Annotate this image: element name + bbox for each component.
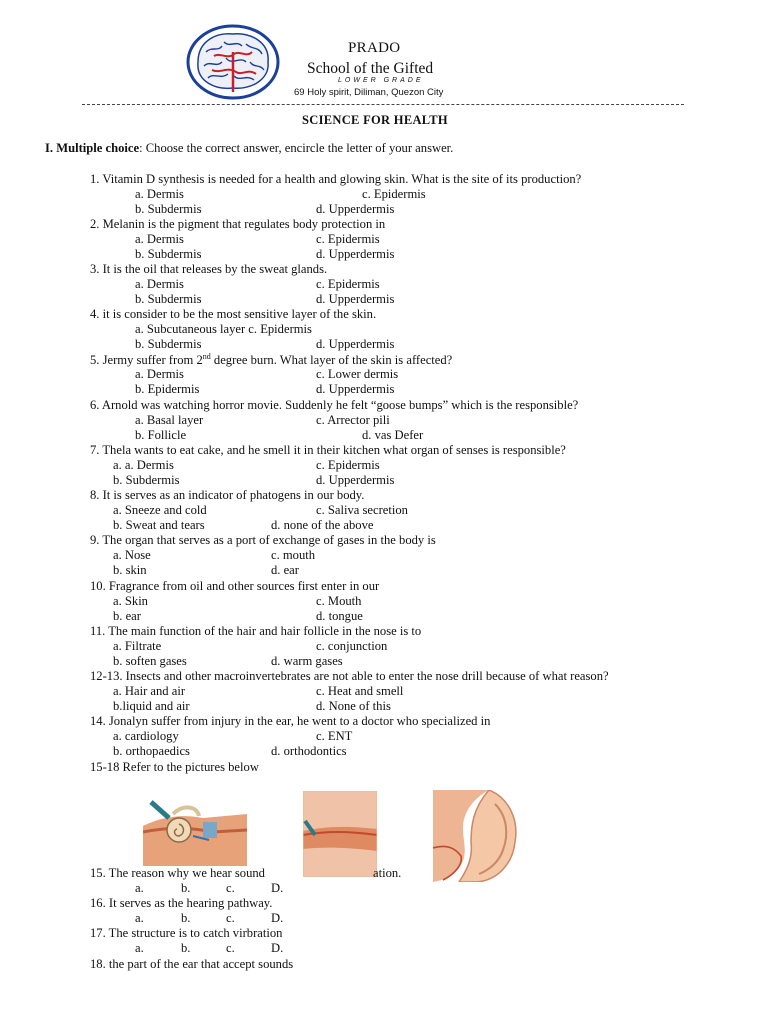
inner-ear-picture bbox=[143, 796, 247, 866]
option-12d[interactable]: d. None of this bbox=[316, 699, 391, 713]
question-5-pre: 5. Jermy suffer from 2 bbox=[90, 353, 203, 368]
question-12-13: 12-13. Insects and other macroinvertebrates are not able to enter the nose drill because of what reason? bbox=[90, 669, 609, 683]
option-16c[interactable]: c. bbox=[226, 911, 235, 925]
question-10: 10. Fragrance from oil and other sources first enter in our bbox=[90, 579, 380, 593]
question-17: 17. The structure is to catch virbration bbox=[90, 926, 283, 940]
option-14c[interactable]: c. ENT bbox=[316, 729, 353, 743]
option-3a[interactable]: a. Dermis bbox=[135, 277, 184, 291]
question-5-post: degree burn. What layer of the skin is affected? bbox=[210, 353, 453, 368]
question-5-sup: nd bbox=[202, 352, 211, 361]
question-6: 6. Arnold was watching horror movie. Suddenly he felt “goose bumps” which is the responsible? bbox=[90, 398, 579, 412]
option-10c[interactable]: c. Mouth bbox=[316, 594, 362, 608]
option-6c[interactable]: c. Arrector pili bbox=[316, 413, 390, 427]
option-7b[interactable]: b. Subdermis bbox=[113, 473, 180, 487]
question-11: 11. The main function of the hair and hair follicle in the nose is to bbox=[90, 624, 422, 638]
option-5d[interactable]: d. Upperdermis bbox=[316, 382, 395, 396]
option-1b[interactable]: b. Subdermis bbox=[135, 202, 202, 216]
option-3b[interactable]: b. Subdermis bbox=[135, 292, 202, 306]
option-10d[interactable]: d. tongue bbox=[316, 609, 363, 623]
option-9b[interactable]: b. skin bbox=[113, 563, 147, 577]
option-2c[interactable]: c. Epidermis bbox=[316, 232, 380, 246]
option-12a[interactable]: a. Hair and air bbox=[113, 684, 186, 698]
option-17d[interactable]: D. bbox=[271, 941, 284, 955]
option-8d[interactable]: d. none of the above bbox=[271, 518, 374, 532]
school-address: 69 Holy spirit, Diliman, Quezon City bbox=[294, 87, 444, 98]
option-10b[interactable]: b. ear bbox=[113, 609, 141, 623]
question-5 bbox=[90, 352, 452, 368]
outer-ear-picture bbox=[433, 790, 519, 882]
option-8b[interactable]: b. Sweat and tears bbox=[113, 518, 205, 532]
question-7: 7. Thela wants to eat cake, and he smell it in their kitchen what organ of senses is responsible? bbox=[90, 443, 566, 457]
option-7a[interactable]: a. a. Dermis bbox=[113, 458, 174, 472]
option-16b[interactable]: b. bbox=[181, 911, 191, 925]
question-15: 15. The reason why we hear sound bbox=[90, 866, 265, 880]
option-17a[interactable]: a. bbox=[135, 941, 144, 955]
school-subtitle: School of the Gifted bbox=[307, 60, 434, 77]
option-14a[interactable]: a. cardiology bbox=[113, 729, 179, 743]
option-15a[interactable]: a. bbox=[135, 881, 144, 895]
option-8a[interactable]: a. Sneeze and cold bbox=[113, 503, 207, 517]
option-3c[interactable]: c. Epidermis bbox=[316, 277, 380, 291]
school-name: PRADO bbox=[348, 40, 401, 56]
option-7c[interactable]: c. Epidermis bbox=[316, 458, 380, 472]
option-2a[interactable]: a. Dermis bbox=[135, 232, 184, 246]
option-17b[interactable]: b. bbox=[181, 941, 191, 955]
question-4: 4. it is consider to be the most sensitive layer of the skin. bbox=[90, 307, 377, 321]
subject-title: SCIENCE FOR HEALTH bbox=[302, 113, 448, 127]
option-9a[interactable]: a. Nose bbox=[113, 548, 151, 562]
option-4b[interactable]: b. Subdermis bbox=[135, 337, 202, 351]
option-16a[interactable]: a. bbox=[135, 911, 144, 925]
question-3: 3. It is the oil that releases by the sweat glands. bbox=[90, 262, 328, 276]
section-instructions: : Choose the correct answer, encircle the letter of your answer. bbox=[139, 141, 454, 155]
question-8: 8. It is serves as an indicator of phatogens in our body. bbox=[90, 488, 365, 502]
picture-intro: 15-18 Refer to the pictures below bbox=[90, 760, 259, 774]
option-1c[interactable]: c. Epidermis bbox=[362, 187, 426, 201]
section-heading bbox=[45, 141, 453, 156]
option-9d[interactable]: d. ear bbox=[271, 563, 299, 577]
school-logo-brain bbox=[184, 22, 282, 102]
option-15d[interactable]: D. bbox=[271, 881, 284, 895]
option-14b[interactable]: b. orthopaedics bbox=[113, 744, 190, 758]
option-16d[interactable]: D. bbox=[271, 911, 284, 925]
option-5a[interactable]: a. Dermis bbox=[135, 367, 184, 381]
question-1: 1. Vitamin D synthesis is needed for a health and glowing skin. What is the site of its production? bbox=[90, 172, 582, 186]
section-title: I. Multiple choice bbox=[45, 141, 140, 155]
option-11b[interactable]: b. soften gases bbox=[113, 654, 187, 668]
option-11d[interactable]: d. warm gases bbox=[271, 654, 343, 668]
question-15-tail: ation. bbox=[373, 866, 402, 880]
header-divider bbox=[82, 104, 684, 105]
option-10a[interactable]: a. Skin bbox=[113, 594, 148, 608]
question-18: 18. the part of the ear that accept sounds bbox=[90, 957, 294, 971]
option-7d[interactable]: d. Upperdermis bbox=[316, 473, 395, 487]
question-2: 2. Melanin is the pigment that regulates body protection in bbox=[90, 217, 386, 231]
option-4d[interactable]: d. Upperdermis bbox=[316, 337, 395, 351]
option-5c[interactable]: c. Lower dermis bbox=[316, 367, 399, 381]
option-8c[interactable]: c. Saliva secretion bbox=[316, 503, 408, 517]
option-6a[interactable]: a. Basal layer bbox=[135, 413, 204, 427]
option-6b[interactable]: b. Follicle bbox=[135, 428, 187, 442]
option-15c[interactable]: c. bbox=[226, 881, 235, 895]
option-5b[interactable]: b. Epidermis bbox=[135, 382, 200, 396]
option-12c[interactable]: c. Heat and smell bbox=[316, 684, 404, 698]
option-1a[interactable]: a. Dermis bbox=[135, 187, 184, 201]
option-11a[interactable]: a. Filtrate bbox=[113, 639, 162, 653]
option-2b[interactable]: b. Subdermis bbox=[135, 247, 202, 261]
option-11c[interactable]: c. conjunction bbox=[316, 639, 388, 653]
option-3d[interactable]: d. Upperdermis bbox=[316, 292, 395, 306]
option-14d[interactable]: d. orthodontics bbox=[271, 744, 347, 758]
ear-canal-picture bbox=[303, 791, 377, 877]
option-15b[interactable]: b. bbox=[181, 881, 191, 895]
option-6d[interactable]: d. vas Defer bbox=[362, 428, 424, 442]
option-2d[interactable]: d. Upperdermis bbox=[316, 247, 395, 261]
option-1d[interactable]: d. Upperdermis bbox=[316, 202, 395, 216]
grade-label: LOWER GRADE bbox=[338, 77, 424, 84]
option-12b[interactable]: b.liquid and air bbox=[113, 699, 190, 713]
question-16: 16. It serves as the hearing pathway. bbox=[90, 896, 273, 910]
question-14: 14. Jonalyn suffer from injury in the ear, he went to a doctor who specialized in bbox=[90, 714, 491, 728]
option-4a[interactable]: a. Subcutaneous layer c. Epidermis bbox=[135, 322, 312, 336]
option-17c[interactable]: c. bbox=[226, 941, 235, 955]
option-9c[interactable]: c. mouth bbox=[271, 548, 316, 562]
question-9: 9. The organ that serves as a port of exchange of gases in the body is bbox=[90, 533, 436, 547]
